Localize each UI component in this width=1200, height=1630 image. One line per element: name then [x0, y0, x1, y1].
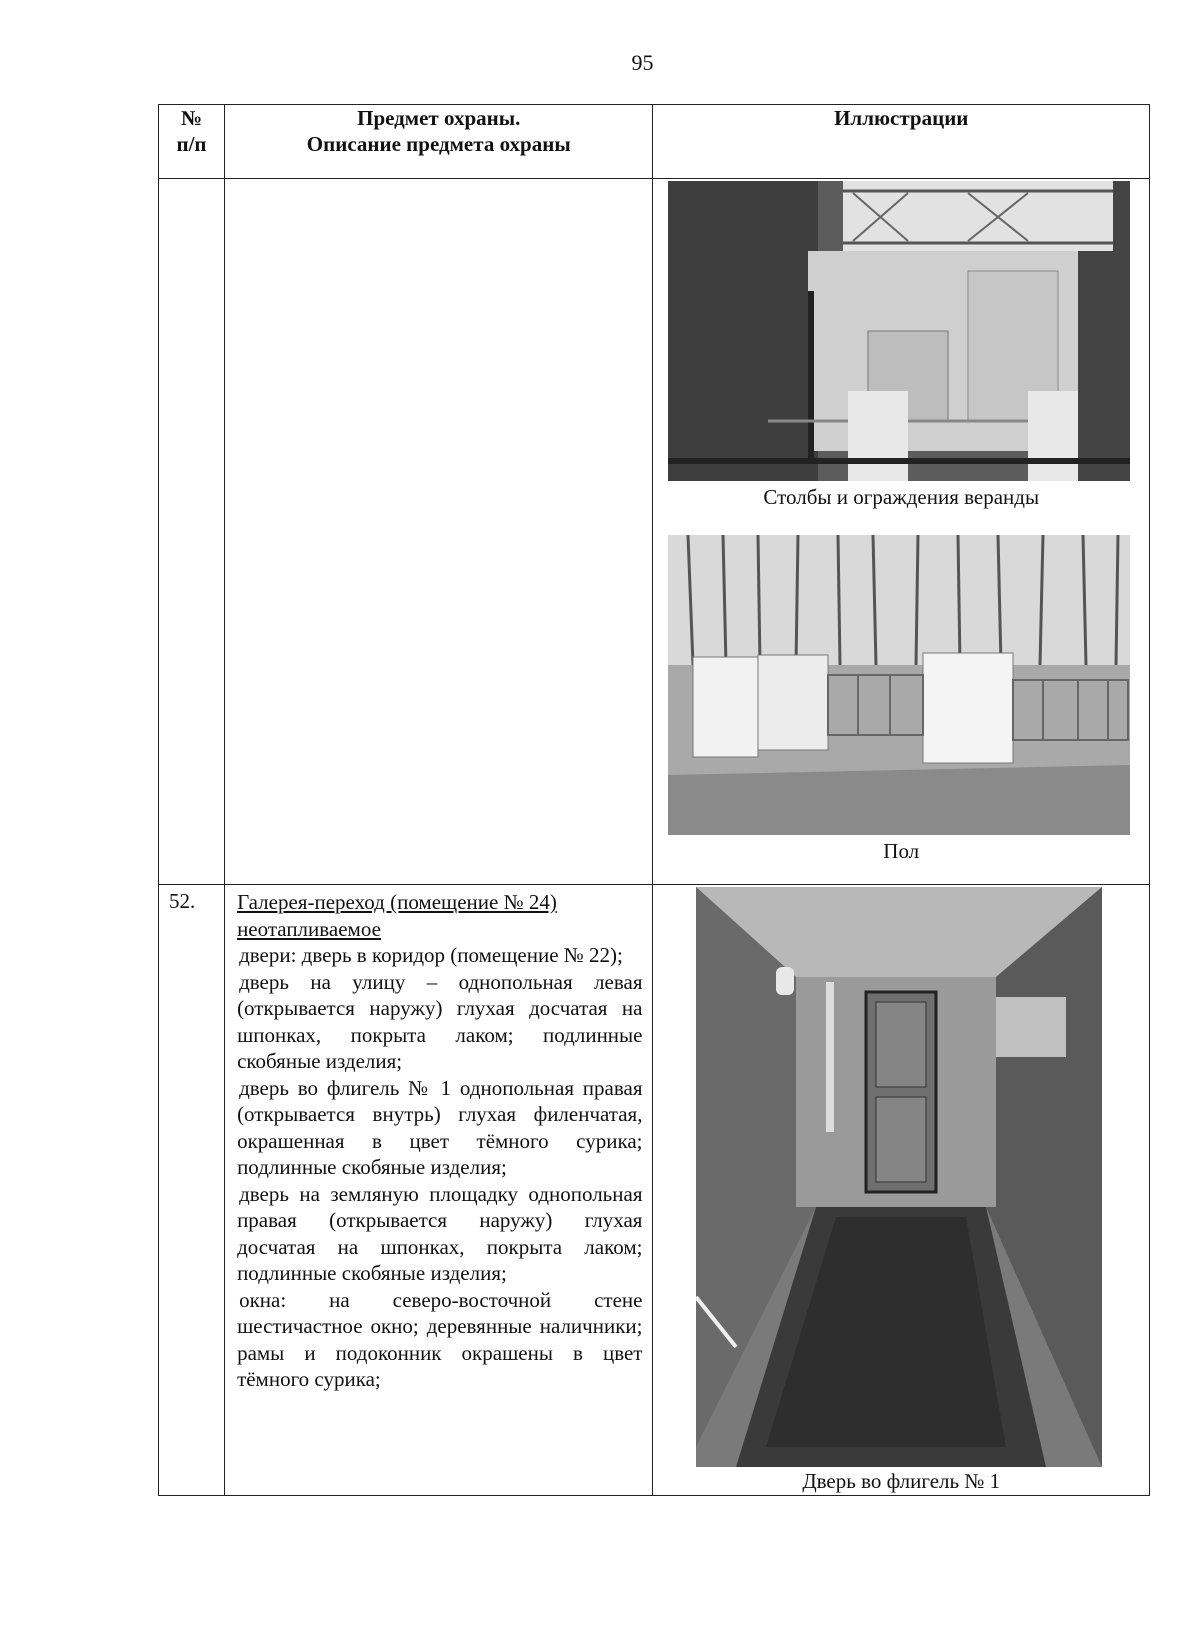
row-52-title-line2: неотапливаемое [237, 916, 381, 941]
description-paragraph: дверь на улицу – однопольная левая (открывается наружу) глухая досчатая на шпонках, покрыта лаком; подлинные скобяные изделия; [237, 969, 643, 1073]
protection-table [158, 104, 1150, 1496]
veranda-posts-photo [668, 181, 1130, 481]
description-paragraph: дверь во флигель № 1 однопольная правая (открывается внутрь) глухая филенчатая, окрашенная в цвет тёмного сурика; подлинные скобяные изделия; [237, 1075, 643, 1179]
header-num [159, 105, 225, 179]
row-52-title-line1: Галерея-переход (помещение № 24) [237, 890, 557, 914]
row-52-description-cell [225, 885, 653, 1496]
floor-photo [668, 535, 1130, 835]
header-num-line1: № [180, 106, 203, 130]
row-52-illustration-cell [653, 885, 1150, 1496]
description-paragraph: окна: на северо-восточной стене шестичастное окно; деревянные наличники; рамы и подоконник окрашены в цвет тёмного сурика; [237, 1287, 643, 1391]
caption-door-to-wing: Дверь во флигель № 1 [802, 1469, 1001, 1493]
table-row-52 [159, 885, 1150, 1496]
door-to-wing-photo [696, 887, 1102, 1467]
page-number: 95 [631, 50, 654, 75]
caption-floor: Пол [883, 839, 920, 863]
desc-cell-empty [225, 179, 653, 885]
row-52-description [225, 885, 652, 1393]
header-subject [225, 105, 653, 179]
header-num-line2: п/п [176, 132, 207, 157]
header-illustrations: Иллюстрации [653, 105, 1150, 179]
caption-veranda-posts: Столбы и ограждения веранды [763, 485, 1040, 509]
header-subject-line2: Описание предмета охраны [306, 132, 571, 157]
table-header-row [159, 105, 1150, 179]
description-paragraph: двери: дверь в коридор (помещение № 22); [239, 943, 623, 967]
table-row-continuation [159, 179, 1150, 885]
num-cell-empty [159, 179, 225, 885]
header-subject-line1: Предмет охраны. [357, 106, 521, 130]
row-number: 52. [159, 885, 225, 1496]
illustrations-cell [653, 179, 1150, 885]
description-paragraph: дверь на земляную площадку однопольная правая (открывается наружу) глухая досчатая на шпонках, покрыта лаком; подлинные скобяные изделия; [237, 1181, 643, 1285]
